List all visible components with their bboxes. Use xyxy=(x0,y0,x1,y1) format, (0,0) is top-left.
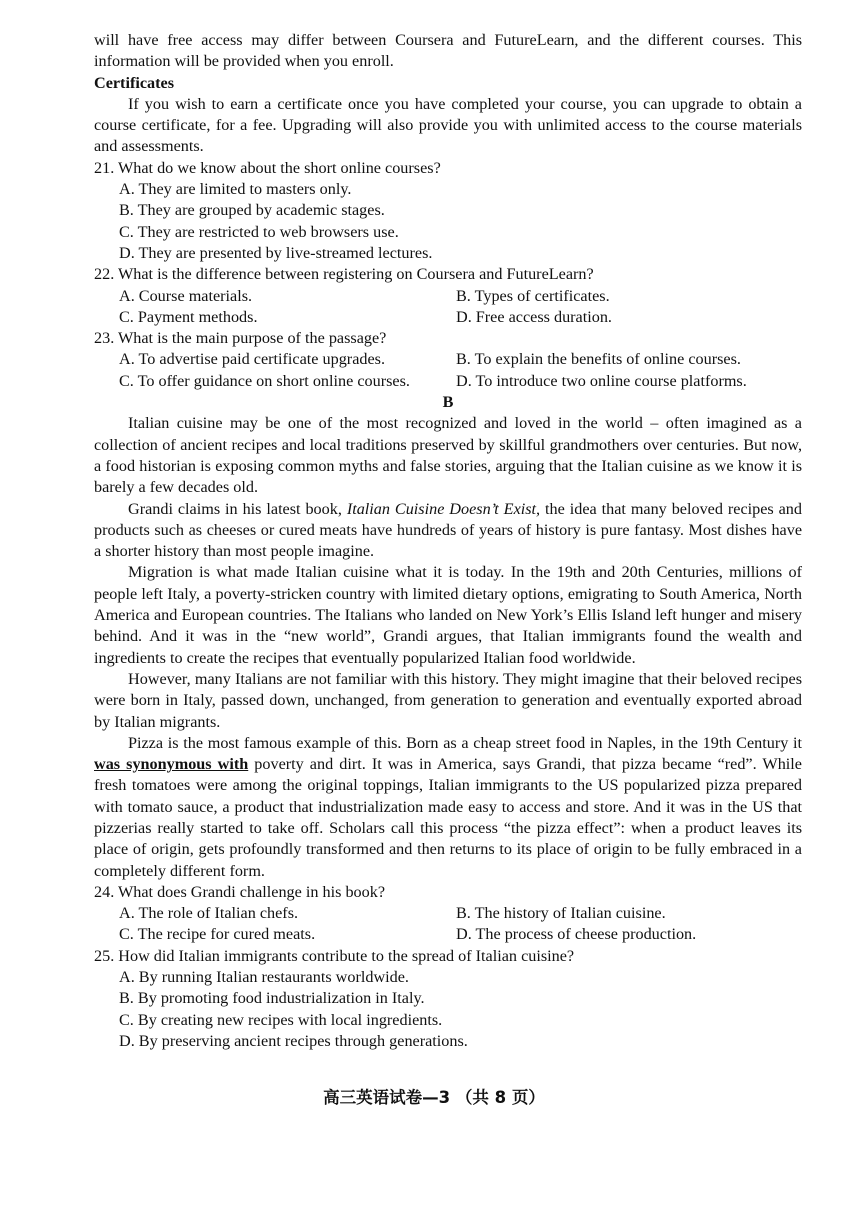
option-22-a: A. Course materials. xyxy=(119,286,253,305)
question-22 xyxy=(94,264,802,328)
option-21-b: B. They are grouped by academic stages. xyxy=(119,201,385,220)
option-25-c: C. By creating new recipes with local ingredients. xyxy=(119,1010,443,1029)
page-footer: 高三英语试卷—3 （共 8 页） xyxy=(323,1088,545,1107)
certificates-paragraph: If you wish to earn a certificate once you have completed your course, you can upgrade to obtain a course certificate, for a fee. Upgrading will also provide you with unlimited access to the course materials and assessments. xyxy=(94,94,802,156)
option-21-d: D. They are presented by live-streamed lectures. xyxy=(119,243,433,262)
paragraph-text: Grandi claims in his latest book, xyxy=(128,499,347,518)
option-22-c: C. Payment methods. xyxy=(119,307,258,326)
underlined-phrase: was synonymous with xyxy=(94,755,249,774)
option-25-b: B. By promoting food industrialization in Italy. xyxy=(119,989,425,1008)
question-25 xyxy=(94,946,802,1052)
passage-b-paragraph-3: Migration is what made Italian cuisine what it is today. In the 19th and 20th Centuries, millions of people left Italy, a poverty-stricken country with limited dietary options, emigrating to South America, North America and European countries. The Italians who landed on New York’s Ellis Island left hunger and misery behind. And it was in the “new world”, Grandi argues, that Italian immigrants found the wealth and ingredients to create the recipes that eventually popularized Italian food worldwide. xyxy=(94,563,802,667)
book-title: Italian Cuisine Doesn’t Exist, xyxy=(346,499,541,518)
intro-tail-paragraph: will have free access may differ between Coursera and FutureLearn, and the different courses. This information will be provided when you enroll. xyxy=(94,31,802,71)
question-stem: 22. What is the difference between registering on Coursera and FutureLearn? xyxy=(94,265,594,284)
passage-b-paragraph-1: Italian cuisine may be one of the most recognized and loved in the world – often imagined as a collection of ancient recipes and local traditions preserved by skillful grandmothers over centuries. But now, a food historian is exposing common myths and false stories, arguing that the Italian cuisine as we know it is barely a few decades old. xyxy=(94,414,802,497)
option-25-d: D. By preserving ancient recipes through generations. xyxy=(119,1031,468,1050)
option-21-a: A. They are limited to masters only. xyxy=(119,180,352,199)
passage-b-paragraph-4: However, many Italians are not familiar with this history. They might imagine that their beloved recipes were born in Italy, passed down, unchanged, from generation to generation and eventually exported abroad by Italian migrants. xyxy=(94,669,802,731)
option-23-a: A. To advertise paid certificate upgrades. xyxy=(119,350,386,369)
option-25-a: A. By running Italian restaurants worldwide. xyxy=(119,968,409,987)
paragraph-text: Pizza is the most famous example of this. Born as a cheap street food in Naples, in the 19th Century it xyxy=(128,733,802,752)
option-23-c: C. To offer guidance on short online courses. xyxy=(119,371,410,390)
option-24-b: B. The history of Italian cuisine. xyxy=(456,904,666,923)
option-24-d: D. The process of cheese production. xyxy=(456,925,697,944)
paragraph-text: the idea that many beloved recipes and products such as cheeses or cured meats have hundreds of years of history is pure fantasy. Most dishes have a shorter history than most people imagine. xyxy=(94,499,802,561)
option-23-d: D. To introduce two online course platforms. xyxy=(456,371,747,390)
exam-page xyxy=(94,30,802,1052)
passage-b-paragraph-2 xyxy=(94,499,802,563)
section-b-title: B xyxy=(442,393,454,412)
option-24-c: C. The recipe for cured meats. xyxy=(119,925,316,944)
option-22-d: D. Free access duration. xyxy=(456,307,612,326)
question-stem: 24. What does Grandi challenge in his book? xyxy=(94,882,386,901)
question-21 xyxy=(94,158,802,264)
option-24-a: A. The role of Italian chefs. xyxy=(119,904,299,923)
option-21-c: C. They are restricted to web browsers use. xyxy=(119,222,399,241)
option-23-b: B. To explain the benefits of online courses. xyxy=(456,350,741,369)
question-23 xyxy=(94,328,802,392)
certificates-heading: Certificates xyxy=(94,73,174,92)
question-stem: 21. What do we know about the short online courses? xyxy=(94,158,441,177)
question-24 xyxy=(94,882,802,946)
option-22-b: B. Types of certificates. xyxy=(456,286,610,305)
passage-b-paragraph-5 xyxy=(94,733,802,882)
paragraph-text: poverty and dirt. It was in America, says Grandi, that pizza became “red”. While fresh tomatoes were among the original toppings, Italian immigrants to the US popularized pizza prepared with tomato sauce, a product that industrialization made easy to access and store. And it was in the US that pizzerias really started to take off. Scholars call this process “the pizza effect”: when a product leaves its place of origin, gets profoundly transformed and then returns to its place of origin to be fully embraced in a completely different form. xyxy=(94,755,802,880)
question-stem: 25. How did Italian immigrants contribute to the spread of Italian cuisine? xyxy=(94,946,575,965)
question-stem: 23. What is the main purpose of the passage? xyxy=(94,329,387,348)
